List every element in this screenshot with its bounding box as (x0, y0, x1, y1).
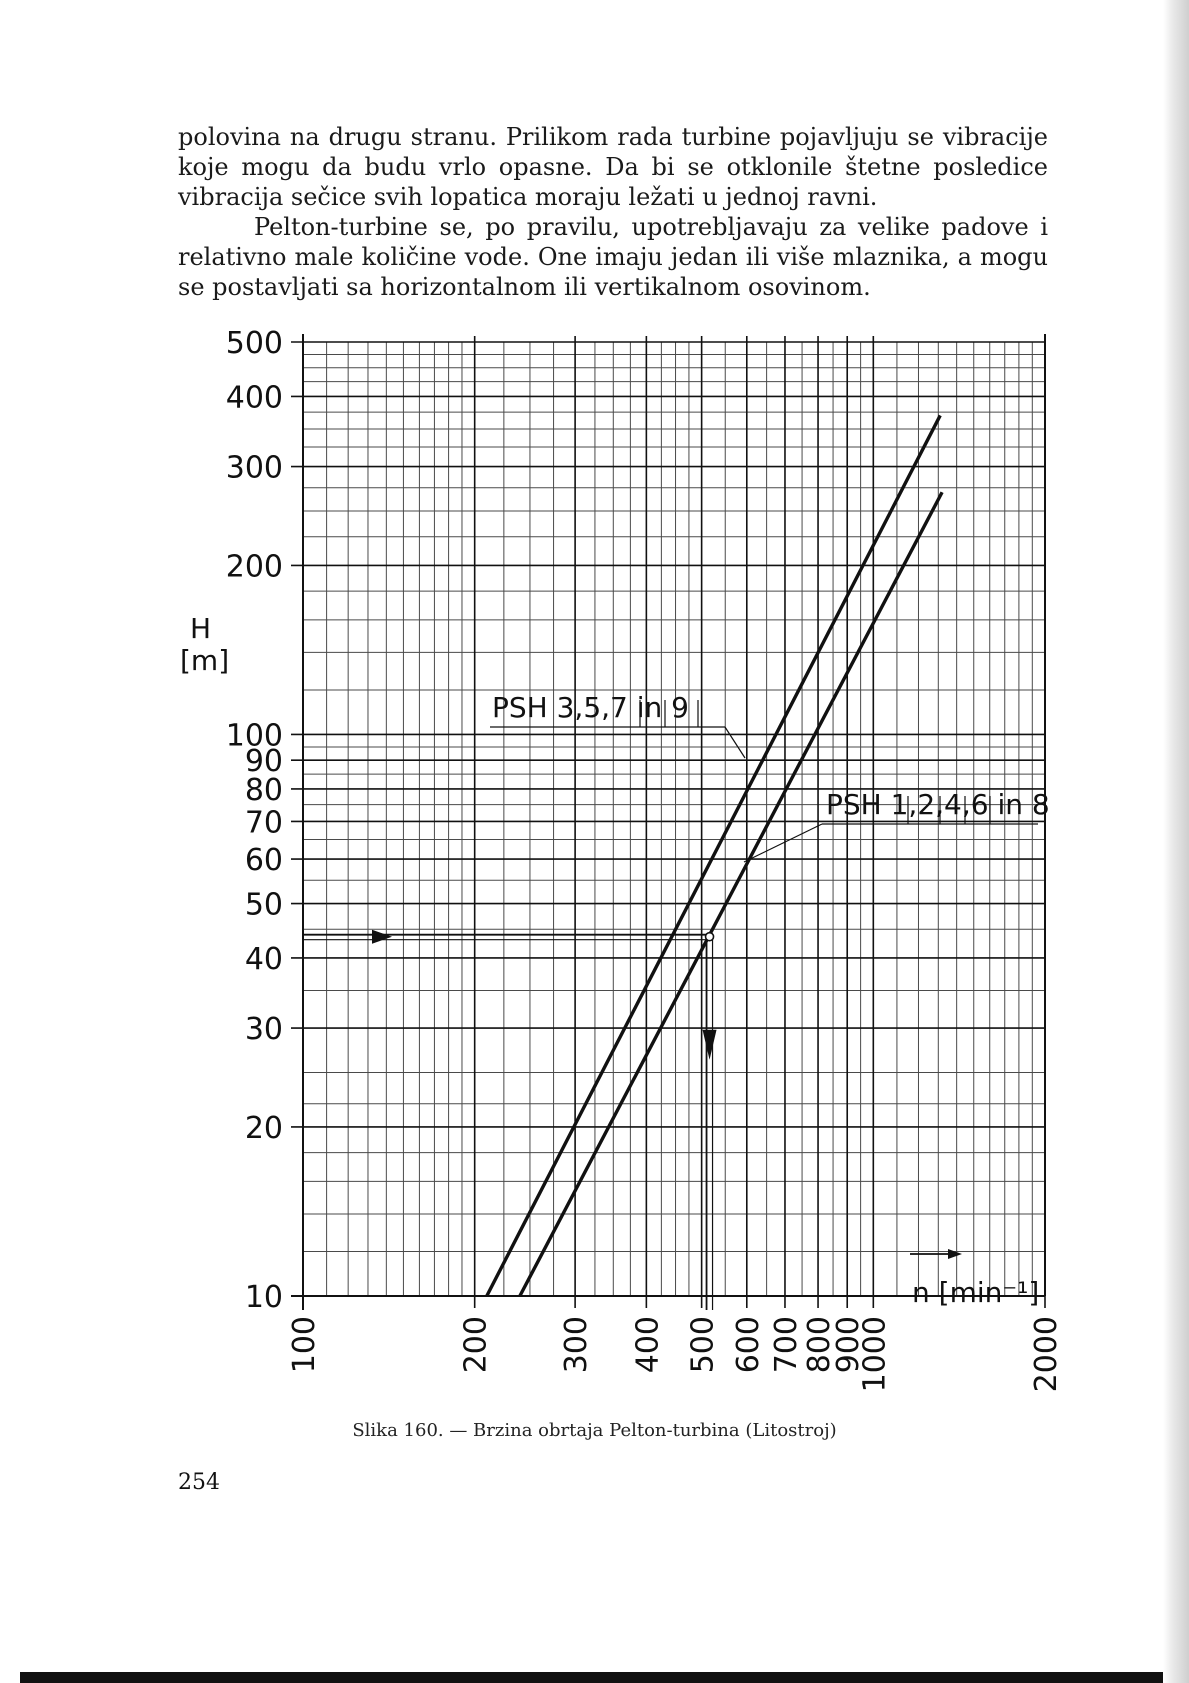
x-tick-label: 500 (685, 1316, 721, 1374)
y-tick-label: 70 (244, 805, 283, 841)
y-tick-label: 60 (244, 843, 283, 879)
series-line-1 (487, 415, 940, 1296)
example-point (706, 933, 714, 941)
y-tick-label: 80 (244, 772, 283, 808)
y-tick-label: 400 (225, 380, 283, 416)
x-direction-arrow-head (948, 1249, 962, 1259)
figure-caption: Slika 160. — Brzina obrtaja Pelton-turbina (Litostroj) (352, 1420, 837, 1441)
x-tick-label: 200 (458, 1316, 494, 1374)
x-tick-label: 100 (287, 1316, 322, 1374)
y-tick-label: 100 (225, 718, 283, 754)
y-tick-label: 40 (244, 941, 283, 977)
y-tick-label: 200 (225, 549, 283, 585)
y-tick-label: 500 (225, 326, 283, 361)
series-label-leader-1 (725, 727, 745, 758)
scan-bottom-edge (20, 1672, 1189, 1683)
x-tick-label: 2000 (1029, 1316, 1064, 1393)
example-arrow-down (703, 1030, 717, 1060)
x-axis-title: n [min⁻¹] (912, 1276, 1040, 1309)
scan-right-edge (1163, 0, 1189, 1683)
example-arrow-right (372, 930, 392, 944)
page-number: 254 (178, 1470, 220, 1495)
series-line-2 (520, 492, 942, 1296)
x-tick-label: 600 (730, 1316, 766, 1374)
x-tick-label: 700 (768, 1316, 804, 1374)
major-grid (291, 336, 1045, 1308)
y-tick-labels (226, 326, 283, 1315)
x-tick-label: 300 (559, 1316, 595, 1374)
y-tick-label: 30 (244, 1012, 283, 1048)
series-label-psh-3579: PSH 3,5,7 in 9 (492, 691, 689, 724)
body-paragraph-2: Pelton-turbine se, po pravilu, upotrebljavaju za velike padove i relativno male količine vode. One imaju jedan ili više mlaznika, a mogu se postavljati sa horizontalnom ili vertikalnom osovinom. (178, 213, 1048, 301)
y-tick-label: 300 (225, 450, 283, 486)
x-tick-label: 400 (630, 1316, 666, 1374)
y-axis-title-unit: [m] (180, 644, 230, 677)
y-tick-label: 90 (244, 744, 283, 780)
x-tick-label: 800 (802, 1316, 838, 1374)
x-tick-label: 1000 (857, 1316, 893, 1393)
body-paragraph-1: polovina na drugu stranu. Prilikom rada turbine pojavljuju se vibracije koje mogu da budu vrlo opasne. Da bi se otklonile štetne posledice vibracija sečice svih lopatica moraju ležati u jednoj ravni. (178, 123, 1048, 211)
y-tick-label: 20 (244, 1110, 283, 1146)
x-tick-labels (287, 1316, 1064, 1392)
y-tick-label: 10 (244, 1280, 283, 1315)
series-label-leader-2 (744, 824, 822, 862)
y-tick-label: 50 (244, 887, 283, 923)
series-label-psh-12468: PSH 1,2,4,6 in 8 (826, 788, 1050, 821)
y-axis-title-h: H (190, 612, 212, 645)
x-tick-label: 900 (831, 1316, 867, 1374)
